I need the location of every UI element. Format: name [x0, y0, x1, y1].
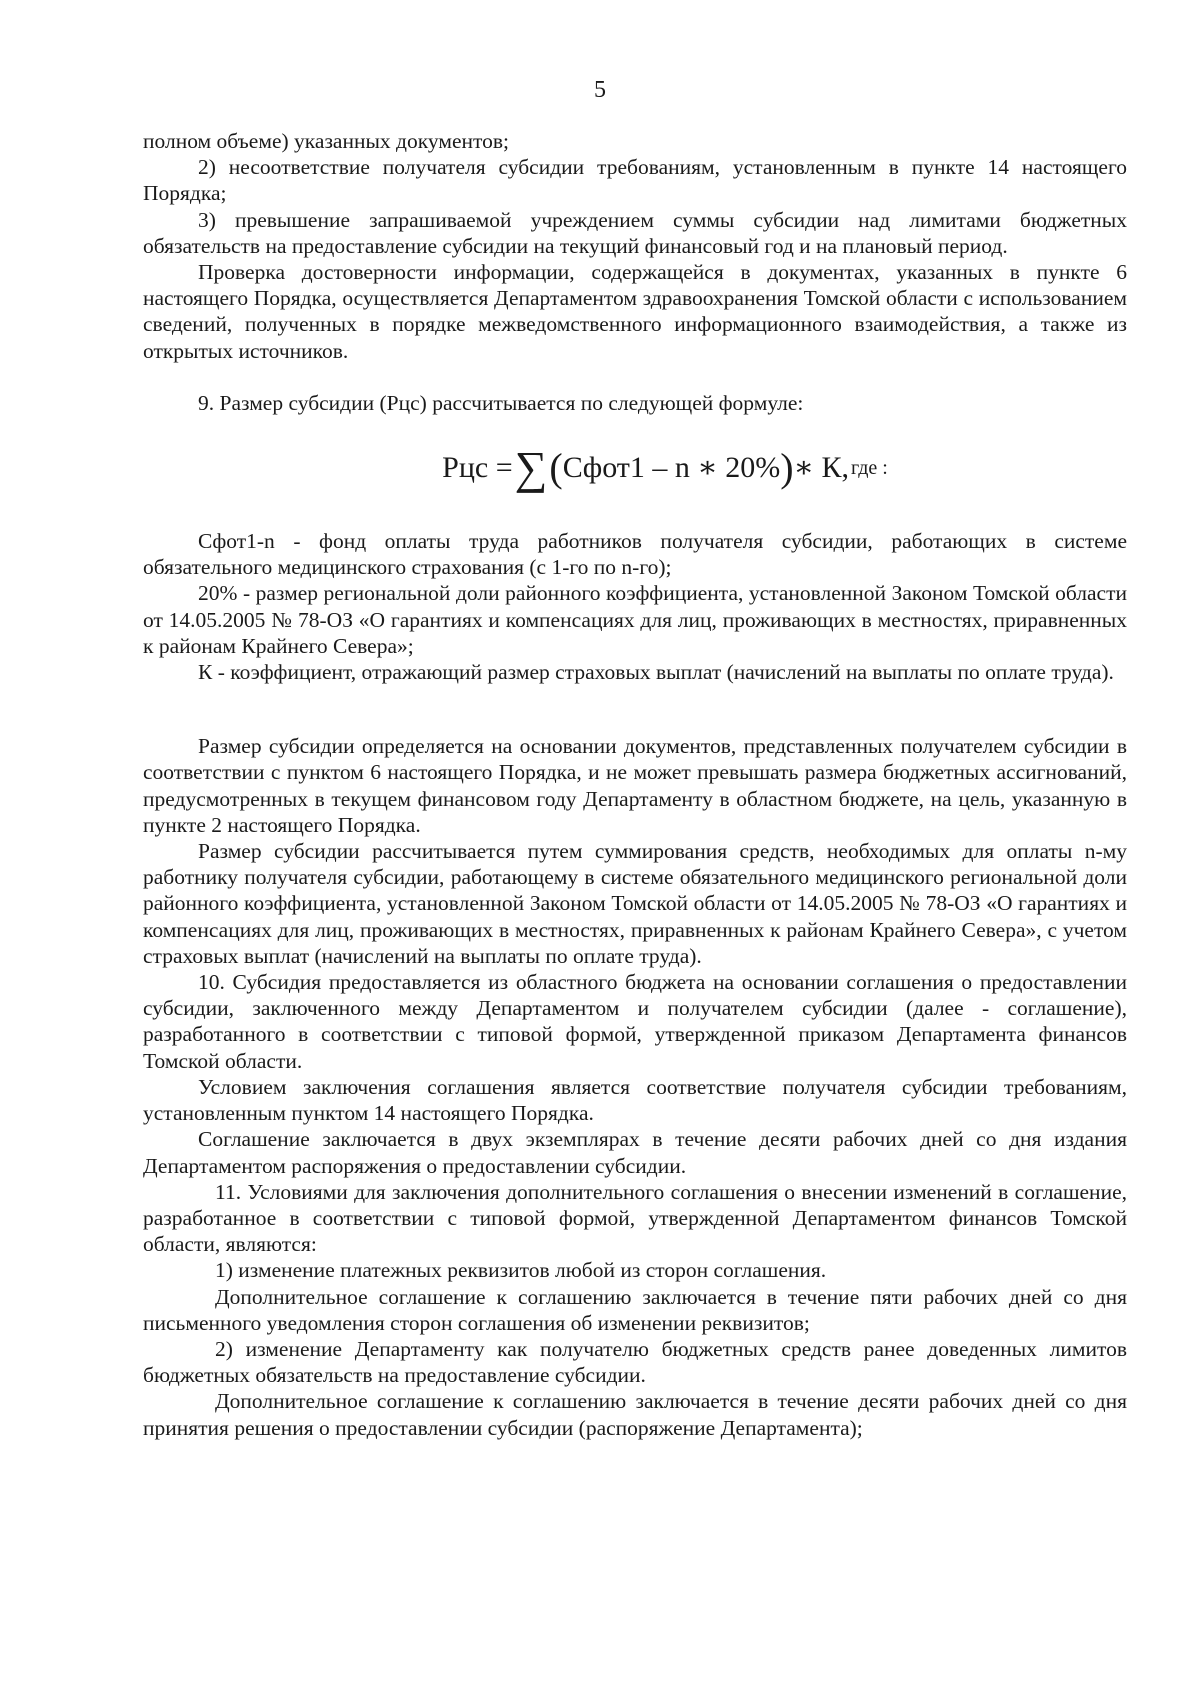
list-item: 2) несоответствие получателя субсидии требованиям, установленным в пункте 14 настоящего Порядка;: [143, 155, 1127, 206]
formula-lhs: Рцс =: [442, 450, 513, 484]
subsidy-formula: [143, 430, 1127, 506]
formula-factor: ∗ К,: [793, 450, 850, 484]
paragraph: Проверка достоверности информации, содержащейся в документах, указанных в пункте 6 настоящего Порядка, осуществляется Департаментом здравоохранения Томской области с использованием сведений, полученных в порядке межведомственного информационного взаимодействия, а также из открытых источников.: [143, 260, 1127, 363]
paragraph: полном объеме) указанных документов;: [143, 129, 509, 153]
paragraph: Соглашение заключается в двух экземплярах в течение десяти рабочих дней со дня издания Департаментом распоряжения о предоставлении субсидии.: [143, 1127, 1127, 1178]
formula-close-paren: ): [780, 445, 794, 491]
definition-item: К - коэффициент, отражающий размер страховых выплат (начислений на выплаты по оплате труда).: [198, 660, 1114, 685]
paragraph: Дополнительное соглашение к соглашению заключается в течение пяти рабочих дней со дня письменного уведомления сторон соглашения об изменении реквизитов;: [143, 1284, 1127, 1335]
paragraph: Размер субсидии определяется на основании документов, представленных получателем субсидии в соответствии с пунктом 6 настоящего Порядка, и не может превышать размера бюджетных ассигнований, предусмотренных в текущем финансовом году Департаменту в областном бюджете, на цель, указанную в пункте 2 настоящего Порядка.: [143, 734, 1127, 837]
paragraph: Условием заключения соглашения является соответствие получателя субсидии требованиям, установленным пунктом 14 настоящего Порядка.: [143, 1074, 1127, 1126]
sum-symbol: ∑: [514, 442, 548, 494]
definition-item: 20% - размер региональной доли районного коэффициента, установленной Законом Томской области от 14.05.2005 № 78-ОЗ «О гарантиях и компенсациях для лиц, проживающих в местностях, приравненных к районам Крайнего Севера»;: [143, 581, 1127, 658]
document-body: [143, 128, 1127, 1441]
formula-where: где :: [851, 456, 888, 479]
formula-inner: Сфот1 – n ∗ 20%: [562, 450, 781, 484]
paragraph: Дополнительное соглашение к соглашению заключается в течение десяти рабочих дней со дня принятия решения о предоставлении субсидии (распоряжение Департамента);: [143, 1389, 1127, 1440]
section-11-paragraph: 11. Условиями для заключения дополнительного соглашения о внесении изменений в соглашение, разработанное в соответствии с типовой формой, утвержденной Департаментом финансов Томской области, являются:: [143, 1179, 1127, 1257]
list-item: 2) изменение Департаменту как получателю бюджетных средств ранее доведенных лимитов бюджетных обязательств на предоставление субсидии.: [143, 1336, 1127, 1388]
list-item: 1) изменение платежных реквизитов любой из сторон соглашения.: [215, 1258, 827, 1283]
section-9-intro: 9. Размер субсидии (Рцс) рассчитывается по следующей формуле:: [198, 390, 804, 415]
definition-item: Сфот1-n - фонд оплаты труда работников получателя субсидии, работающих в системе обязательного медицинского страхования (с 1-го по n-го);: [143, 529, 1127, 580]
formula-open-paren: (: [549, 445, 563, 491]
section-10-paragraph: 10. Субсидия предоставляется из областного бюджета на основании соглашения о предоставлении субсидии, заключенного между Департаментом и получателем субсидии (далее - соглашение), разработанного в соответствии с типовой формой, утвержденной приказом Департамента финансов Томской области.: [143, 970, 1127, 1073]
paragraph: Размер субсидии рассчитывается путем суммирования средств, необходимых для оплаты n-му работнику получателя субсидии, работающему в системе обязательного медицинского региональной доли районного коэффициента, установленной Законом Томской области от 14.05.2005 № 78-ОЗ «О гарантиях и компенсациях для лиц, проживающих в местностях, приравненных к районам Крайнего Севера», с учетом страховых выплат (начислений на выплаты по оплате труда).: [143, 839, 1127, 968]
page-number: 5: [594, 77, 606, 103]
list-item: 3) превышение запрашиваемой учреждением суммы субсидии над лимитами бюджетных обязательств на предоставление субсидии на текущий финансовый год и на плановый период.: [143, 207, 1127, 258]
